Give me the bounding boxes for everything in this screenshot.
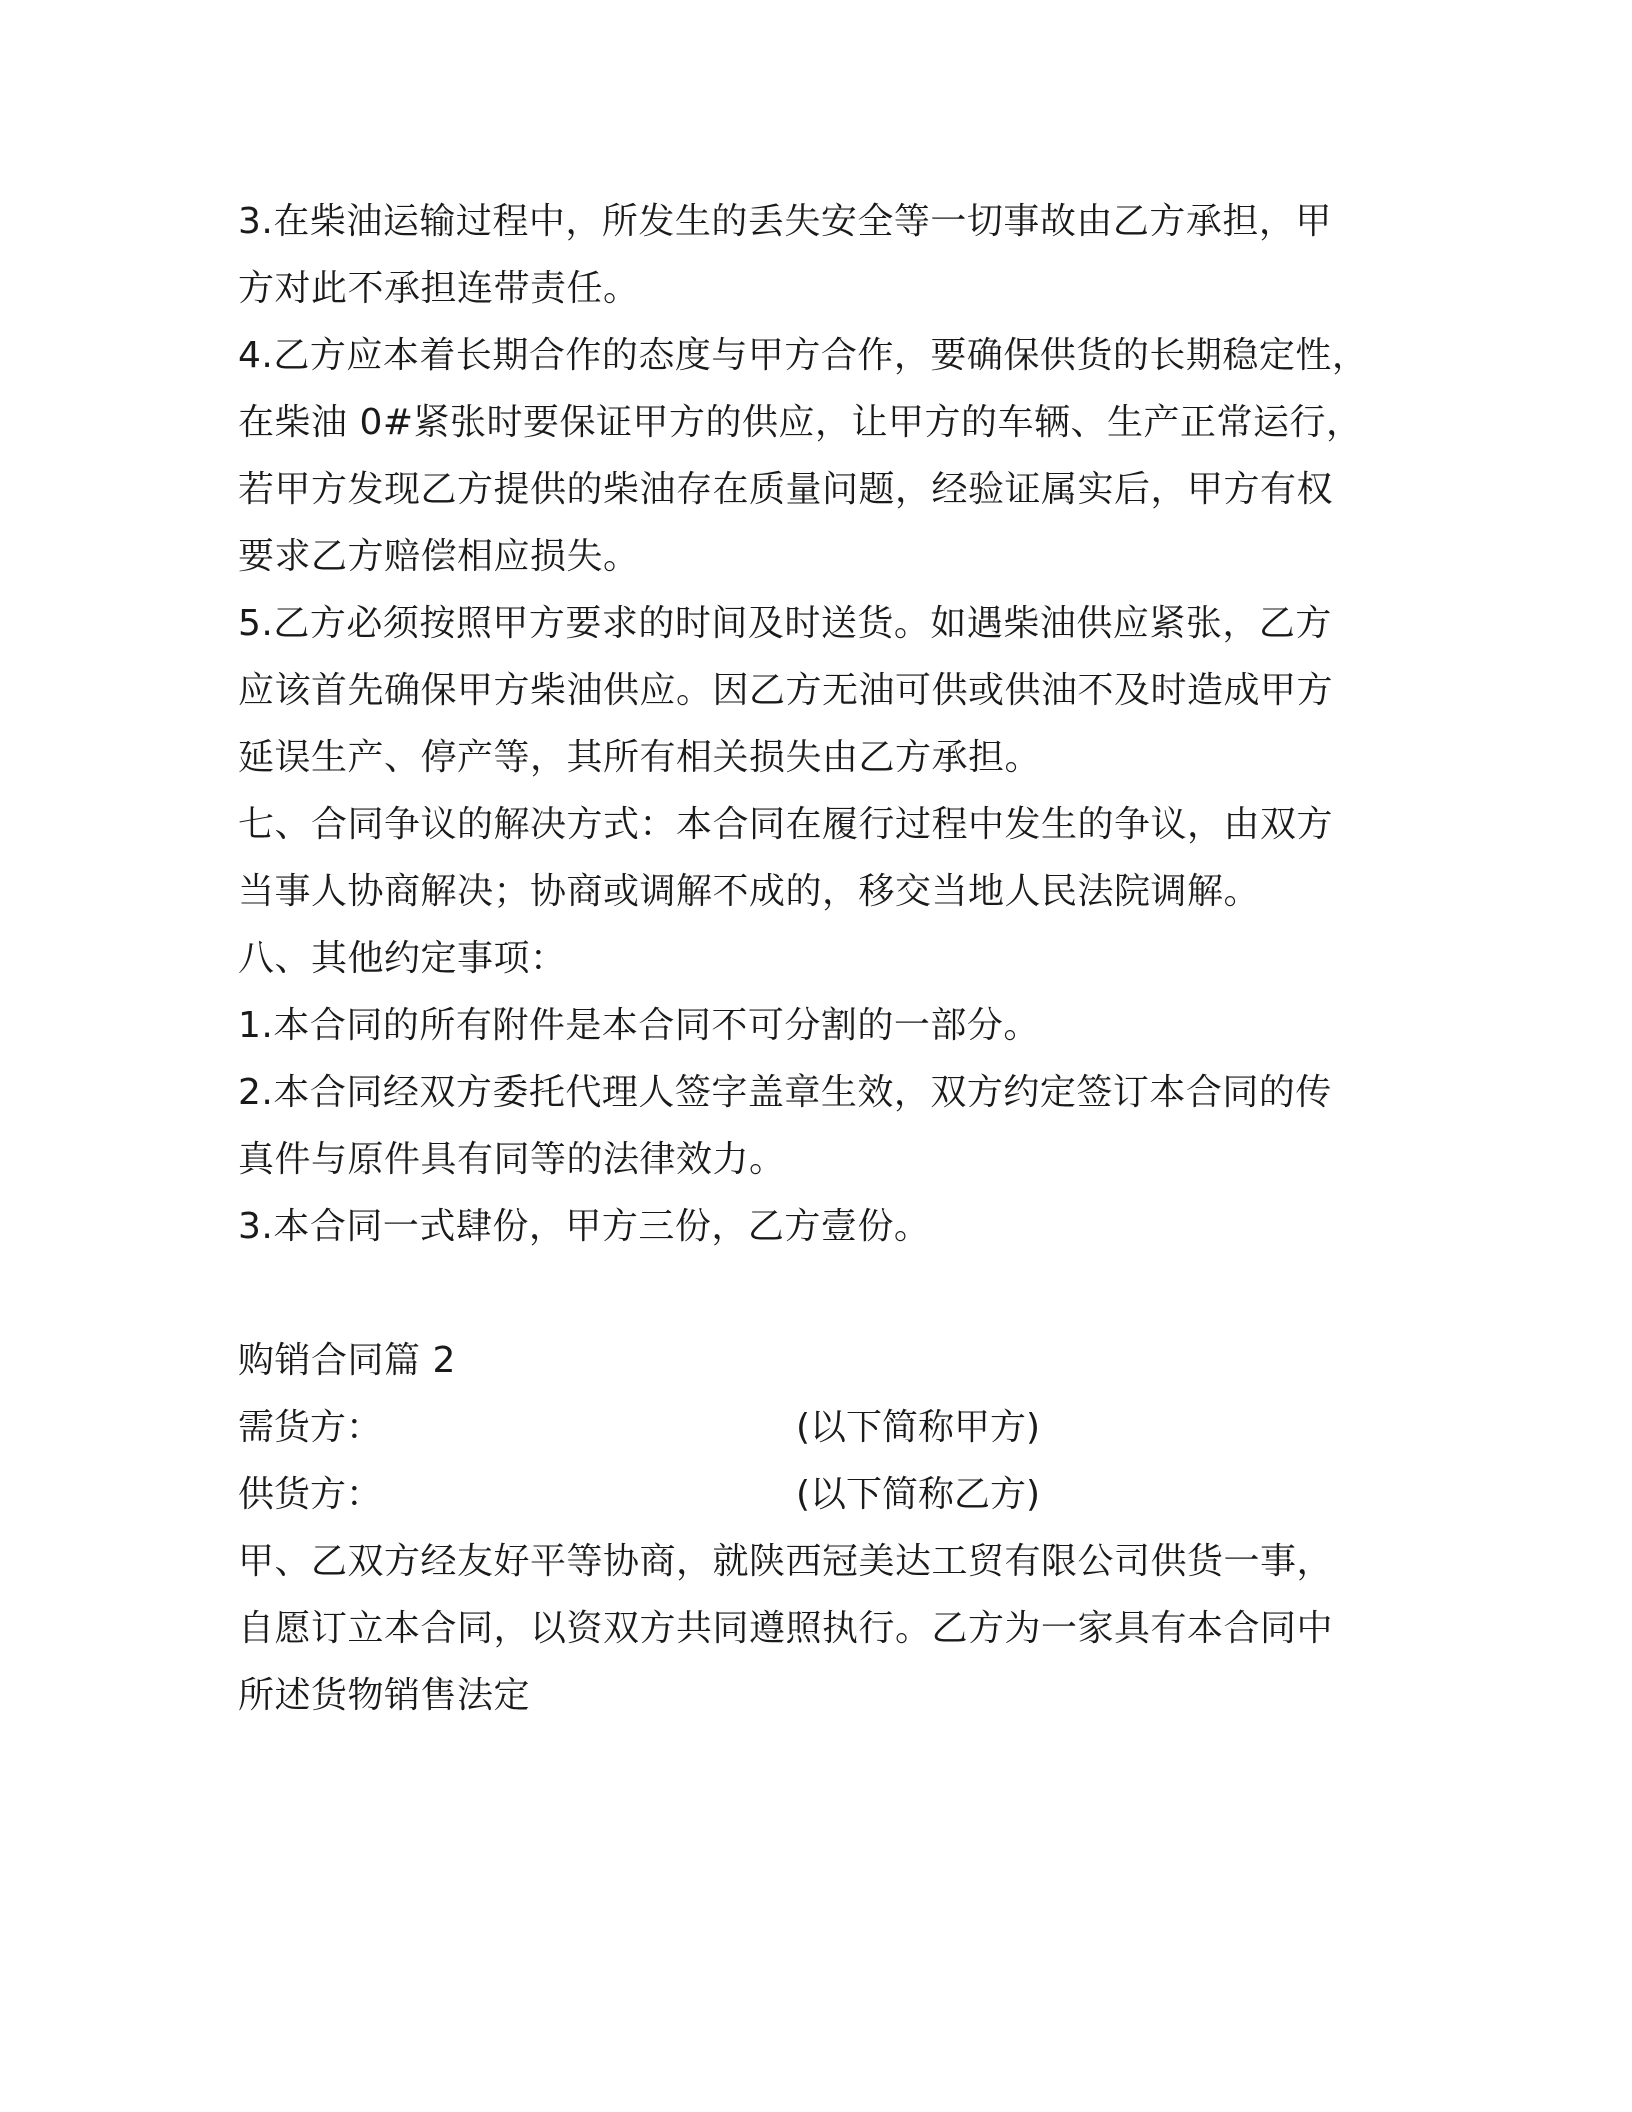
- text-line: 在柴油 0#紧张时要保证甲方的供应，让甲方的车辆、生产正常运行，: [238, 402, 1363, 443]
- text-line: 应该首先确保甲方柴油供应。因乙方无油可供或供油不及时造成甲方: [238, 670, 1334, 711]
- text-line: 甲、乙双方经友好平等协商，就陕西冠美达工贸有限公司供货一事，: [238, 1541, 1334, 1582]
- section-heading-other: 八、其他约定事项：: [238, 938, 567, 979]
- supplier-label: 供货方：: [238, 1474, 383, 1515]
- buyer-row: [238, 1394, 1398, 1461]
- text-line: 自愿订立本合同，以资双方共同遵照执行。乙方为一家具有本合同中: [238, 1608, 1334, 1649]
- text-line: 1.本合同的所有附件是本合同不可分割的一部分。: [238, 1005, 1040, 1046]
- text-line: 3.在柴油运输过程中，所发生的丢失安全等一切事故由乙方承担，甲: [238, 201, 1332, 242]
- text-line: 当事人协商解决；协商或调解不成的，移交当地人民法院调解。: [238, 871, 1261, 912]
- text-line: 要求乙方赔偿相应损失。: [238, 536, 640, 577]
- text-line: 方对此不承担连带责任。: [238, 268, 640, 309]
- buyer-note: (以下简称甲方): [796, 1407, 1041, 1448]
- text-line: 真件与原件具有同等的法律效力。: [238, 1139, 786, 1180]
- text-line: 5.乙方必须按照甲方要求的时间及时送货。如遇柴油供应紧张，乙方: [238, 603, 1332, 644]
- supplier-note: (以下简称乙方): [796, 1474, 1041, 1515]
- text-line: 延误生产、停产等，其所有相关损失由乙方承担。: [238, 737, 1042, 778]
- document-body: [238, 188, 1398, 1729]
- section-heading-dispute: 七、合同争议的解决方式：本合同在履行过程中发生的争议，由双方: [238, 804, 1334, 845]
- paragraph-gap: [238, 1260, 1398, 1327]
- text-line: 若甲方发现乙方提供的柴油存在质量问题，经验证属实后，甲方有权: [238, 469, 1334, 510]
- text-line: 2.本合同经双方委托代理人签字盖章生效，双方约定签订本合同的传: [238, 1072, 1332, 1113]
- buyer-label: 需货方：: [238, 1407, 383, 1448]
- supplier-row: [238, 1461, 1398, 1528]
- text-line: 4.乙方应本着长期合作的态度与甲方合作，要确保供货的长期稳定性，: [238, 335, 1369, 376]
- section-title: 购销合同篇 2: [238, 1340, 456, 1381]
- text-line: 3.本合同一式肆份，甲方三份，乙方壹份。: [238, 1206, 931, 1247]
- text-line: 所述货物销售法定: [238, 1675, 531, 1716]
